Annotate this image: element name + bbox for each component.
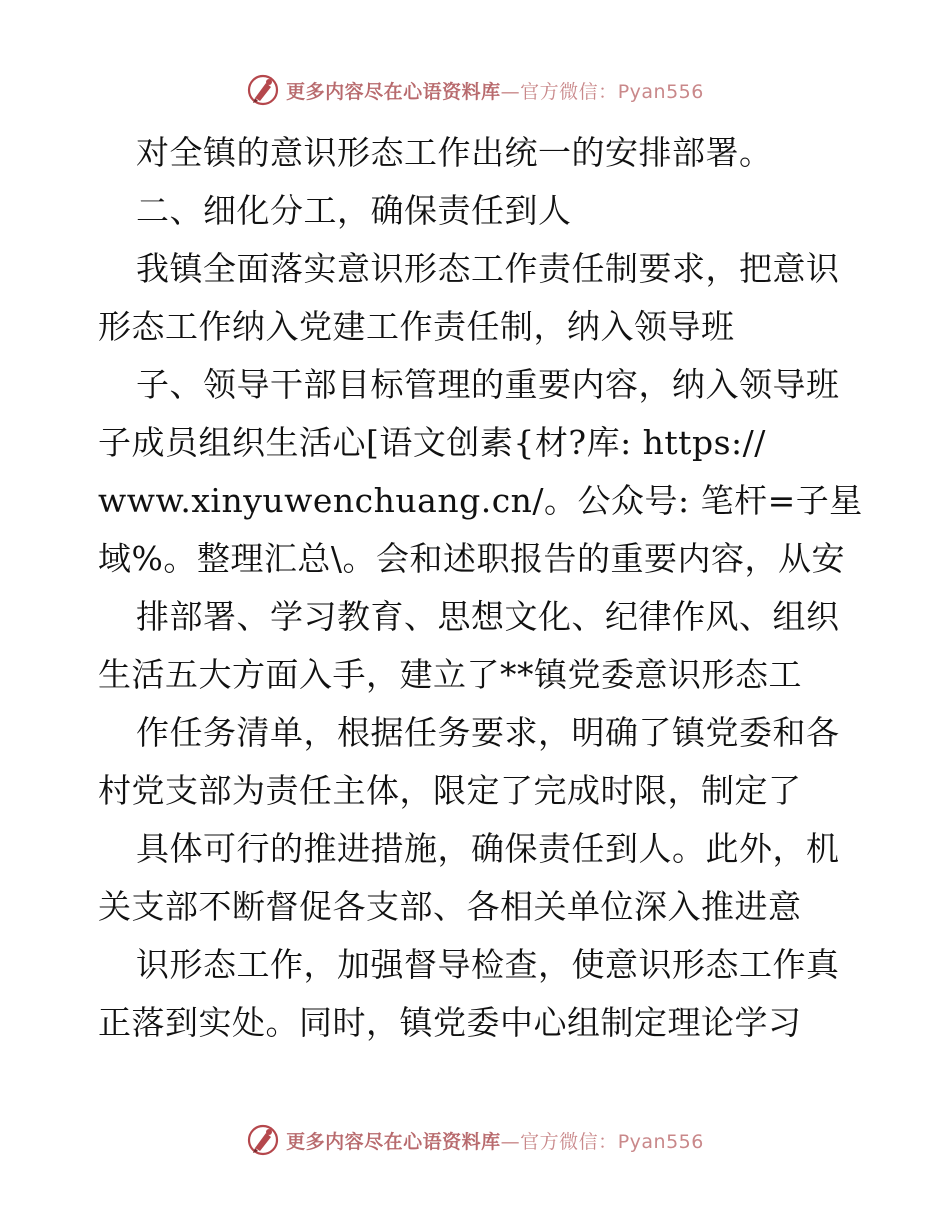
pen-logo-icon	[246, 1123, 280, 1157]
header-banner-separator: —	[500, 80, 521, 103]
body-line-15: 识形态工作，加强督导检查，使意识形态工作真	[136, 945, 840, 984]
body-line-9: 排部署、学习教育、思想文化、纪律作风、组织	[136, 597, 840, 636]
body-line-16: 正落到实处。同时，镇党委中心组制定理论学习	[98, 1003, 802, 1042]
body-line-12: 村党支部为责任主体，限定了完成时限，制定了	[98, 771, 802, 810]
body-line-1: 对全镇的意识形态工作出统一的安排部署。	[136, 133, 773, 172]
body-line-13: 具体可行的推进措施，确保责任到人。此外，机	[136, 829, 840, 868]
body-line-4: 形态工作纳入党建工作责任制，纳入领导班	[98, 307, 735, 346]
header-banner-text	[286, 77, 704, 104]
footer-banner-separator: —	[500, 1130, 521, 1153]
body-line-14: 关支部不断督促各支部、各相关单位深入推进意	[98, 887, 802, 926]
body-line-5: 子、领导干部目标管理的重要内容，纳入领导班	[136, 365, 840, 404]
body-line-11: 作任务清单，根据任务要求，明确了镇党委和各	[136, 713, 840, 752]
footer-banner-wechat-id: Pyan556	[617, 1130, 704, 1153]
header-banner	[0, 70, 950, 110]
pen-logo-icon	[246, 73, 280, 107]
footer-banner-text	[286, 1127, 704, 1154]
footer-banner	[0, 1120, 950, 1160]
document-body	[98, 124, 863, 1052]
header-banner-wechat-label: 官方微信：	[520, 80, 618, 103]
body-line-7: www.xinyuwenchuang.cn/。公众号: 笔杆=子星	[98, 481, 863, 520]
header-banner-title: 更多内容尽在心语资料库	[286, 80, 501, 103]
header-banner-wechat-id: Pyan556	[617, 80, 704, 103]
footer-banner-title: 更多内容尽在心语资料库	[286, 1130, 501, 1153]
body-line-8: 域%。整理汇总\。会和述职报告的重要内容，从安	[98, 539, 845, 578]
body-line-10: 生活五大方面入手，建立了**镇党委意识形态工	[98, 655, 802, 694]
footer-banner-wechat-label: 官方微信：	[520, 1130, 618, 1153]
body-line-3: 我镇全面落实意识形态工作责任制要求，把意识	[136, 249, 840, 288]
section-heading: 二、细化分工，确保责任到人	[136, 191, 572, 230]
body-line-6: 子成员组织生活心[语文创素{材?库: https://	[98, 423, 766, 462]
